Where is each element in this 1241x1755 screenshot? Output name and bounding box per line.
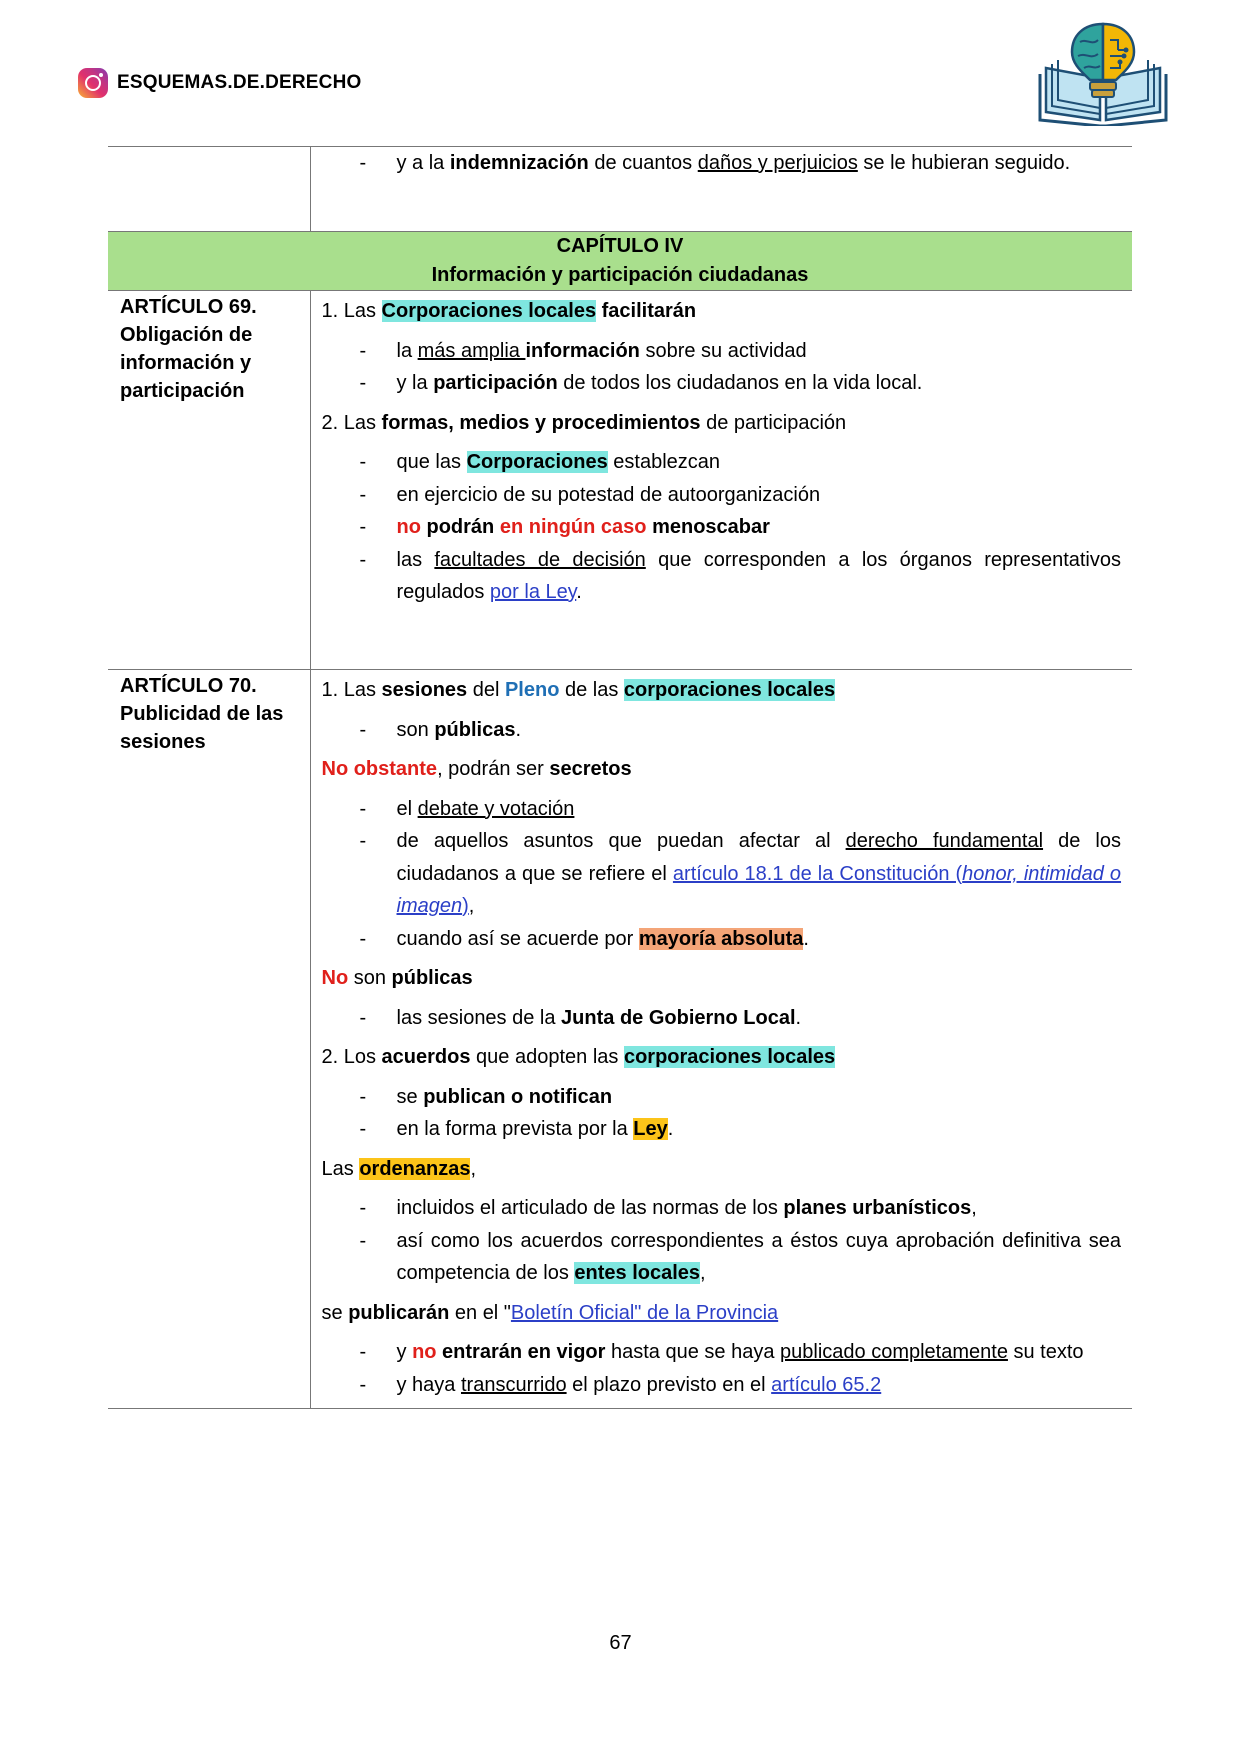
list-item: - de aquellos asuntos que puedan afectar al derecho fundamental de los ciudadanos a que se refiere el artículo 18.1 de la Constitución (honor, intimidad o imagen),: [359, 830, 1122, 917]
list-item: - se publican o notifican: [359, 1085, 613, 1108]
list-item: - que las Corporaciones establezcan: [359, 451, 721, 473]
paragraph: No son públicas: [321, 967, 473, 989]
brand-name: ESQUEMAS.DE.DERECHO: [117, 72, 362, 93]
paragraph: 1. Las sesiones del Pleno de las corporaciones locales: [321, 679, 836, 701]
list-item: - y no entrarán en vigor hasta que se haya publicado completamente su texto: [359, 1341, 1084, 1363]
boletin-link[interactable]: Boletín Oficial" de la Provincia: [510, 1301, 779, 1324]
chapter-heading-row: [108, 232, 1132, 291]
article-70-row: [108, 670, 1132, 1409]
page-number: 67: [609, 1632, 632, 1654]
list-item: - y la participación de todos los ciudadanos en la vida local.: [359, 372, 923, 394]
ley-link[interactable]: por la Ley: [489, 581, 577, 603]
list-item: - el debate y votación: [359, 797, 575, 820]
list-item: - y haya transcurrido el plazo previsto en el artículo 65.2: [359, 1373, 882, 1396]
paragraph: 2. Los acuerdos que adopten las corporaciones locales: [321, 1046, 836, 1068]
table-row: [108, 147, 1132, 232]
paragraph: 2. Las formas, medios y procedimientos de participación: [321, 411, 847, 434]
list-item: - las facultades de decisión que corresponden a los órganos representativos regulados por la Ley.: [359, 548, 1122, 603]
list-item: - las sesiones de la Junta de Gobierno Local.: [359, 1006, 802, 1029]
paragraph: 1. Las Corporaciones locales facilitarán: [321, 300, 697, 322]
list-item: - así como los acuerdos correspondientes a éstos cuya aprobación definitiva sea competencia de los entes locales,: [359, 1229, 1121, 1284]
paragraph: No obstante, podrán ser secretos: [321, 758, 632, 780]
list-item: - son públicas.: [359, 718, 522, 741]
content-table: [108, 146, 1132, 1409]
chapter-number: CAPÍTULO IV: [556, 235, 684, 257]
brain-book-logo-icon: [1038, 20, 1168, 126]
list-item: - y a la indemnización de cuantos daños y perjuicios se le hubieran seguido.: [359, 152, 1071, 174]
list-item: - la más amplia información sobre su actividad: [359, 339, 807, 362]
list-item: - en ejercicio de su potestad de autoorganización: [359, 483, 821, 506]
article-69-row: [108, 291, 1132, 670]
paragraph: Las ordenanzas,: [321, 1157, 477, 1180]
chapter-title: Información y participación ciudadanas: [431, 264, 809, 286]
article-70-title: ARTÍCULO 70. Publicidad de las sesiones: [120, 675, 284, 753]
instagram-icon: [78, 68, 108, 98]
article-69-title: ARTÍCULO 69. Obligación de información y participación: [120, 296, 257, 402]
list-item: - en la forma prevista por la Ley.: [359, 1118, 674, 1140]
articulo-65-link[interactable]: artículo 65.2: [771, 1373, 882, 1396]
list-item: - cuando así se acuerde por mayoría absoluta.: [359, 927, 809, 950]
constitucion-link[interactable]: artículo 18.1 de la Constitución (honor, intimidad o imagen): [396, 862, 1122, 917]
list-item: - incluidos el articulado de las normas de los planes urbanísticos,: [359, 1197, 977, 1219]
paragraph: se publicarán en el "Boletín Oficial" de la Provincia: [321, 1301, 779, 1324]
list-item: - no podrán en ningún caso menoscabar: [359, 516, 770, 538]
header-brand: [78, 66, 362, 100]
